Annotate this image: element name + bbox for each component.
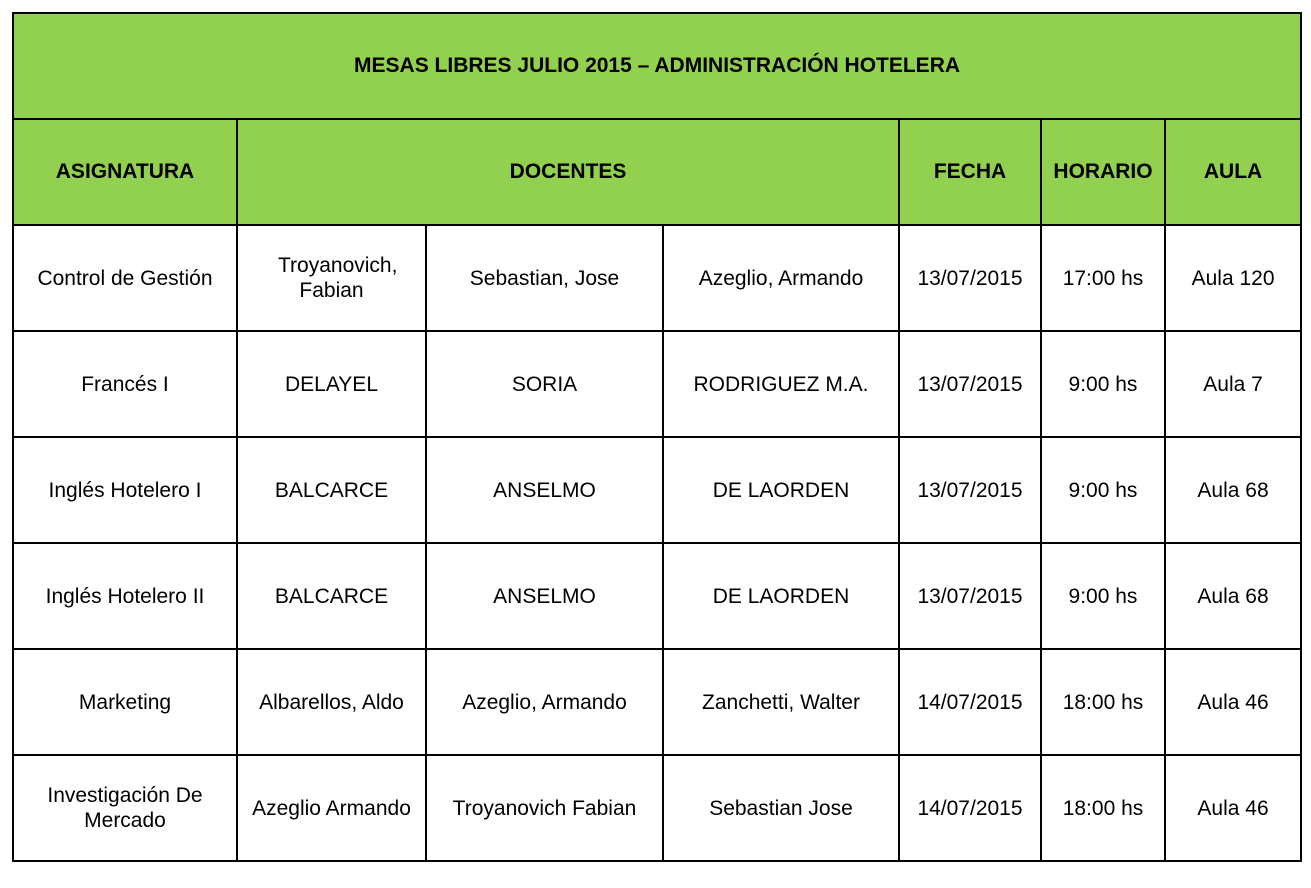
table-row — [13, 755, 1301, 861]
cell-horario: 9:00 hs — [1041, 437, 1165, 543]
cell-horario: 18:00 hs — [1041, 755, 1165, 861]
cell-docente-1: Albarellos, Aldo — [237, 649, 426, 755]
cell-docente-1: Troyanovich, Fabian — [237, 225, 426, 331]
cell-asignatura: Inglés Hotelero I — [13, 437, 237, 543]
cell-aula: Aula 120 — [1165, 225, 1301, 331]
schedule-table-container — [12, 12, 1300, 862]
table-row — [13, 331, 1301, 437]
table-row — [13, 225, 1301, 331]
cell-aula: Aula 7 — [1165, 331, 1301, 437]
cell-asignatura: Investigación De Mercado — [13, 755, 237, 861]
cell-docente-3: DE LAORDEN — [663, 543, 899, 649]
cell-docente-3: Sebastian Jose — [663, 755, 899, 861]
cell-docente-2: Sebastian, Jose — [426, 225, 663, 331]
cell-fecha: 13/07/2015 — [899, 225, 1041, 331]
cell-aula: Aula 46 — [1165, 649, 1301, 755]
cell-fecha: 14/07/2015 — [899, 649, 1041, 755]
table-row — [13, 649, 1301, 755]
cell-asignatura: Francés I — [13, 331, 237, 437]
cell-fecha: 13/07/2015 — [899, 331, 1041, 437]
cell-asignatura: Marketing — [13, 649, 237, 755]
header-aula: AULA — [1165, 119, 1301, 225]
table-title: MESAS LIBRES JULIO 2015 – ADMINISTRACIÓN HOTELERA — [13, 13, 1301, 119]
cell-docente-1: BALCARCE — [237, 543, 426, 649]
cell-aula: Aula 46 — [1165, 755, 1301, 861]
cell-fecha: 13/07/2015 — [899, 543, 1041, 649]
cell-fecha: 13/07/2015 — [899, 437, 1041, 543]
cell-horario: 18:00 hs — [1041, 649, 1165, 755]
header-horario: HORARIO — [1041, 119, 1165, 225]
header-asignatura: ASIGNATURA — [13, 119, 237, 225]
table-row — [13, 543, 1301, 649]
cell-docente-1: BALCARCE — [237, 437, 426, 543]
cell-fecha: 14/07/2015 — [899, 755, 1041, 861]
cell-docente-3: Zanchetti, Walter — [663, 649, 899, 755]
header-row — [13, 119, 1301, 225]
cell-aula: Aula 68 — [1165, 437, 1301, 543]
cell-horario: 17:00 hs — [1041, 225, 1165, 331]
cell-asignatura: Control de Gestión — [13, 225, 237, 331]
cell-horario: 9:00 hs — [1041, 331, 1165, 437]
cell-docente-2: Azeglio, Armando — [426, 649, 663, 755]
cell-docente-2: Troyanovich Fabian — [426, 755, 663, 861]
cell-docente-3: DE LAORDEN — [663, 437, 899, 543]
cell-docente-1: DELAYEL — [237, 331, 426, 437]
cell-aula: Aula 68 — [1165, 543, 1301, 649]
title-row — [13, 13, 1301, 119]
header-fecha: FECHA — [899, 119, 1041, 225]
header-docentes: DOCENTES — [237, 119, 899, 225]
cell-docente-2: SORIA — [426, 331, 663, 437]
cell-docente-3: RODRIGUEZ M.A. — [663, 331, 899, 437]
cell-horario: 9:00 hs — [1041, 543, 1165, 649]
cell-docente-2: ANSELMO — [426, 437, 663, 543]
exam-schedule-table — [12, 12, 1302, 862]
cell-docente-1: Azeglio Armando — [237, 755, 426, 861]
cell-asignatura: Inglés Hotelero II — [13, 543, 237, 649]
cell-docente-3: Azeglio, Armando — [663, 225, 899, 331]
table-row — [13, 437, 1301, 543]
cell-docente-2: ANSELMO — [426, 543, 663, 649]
